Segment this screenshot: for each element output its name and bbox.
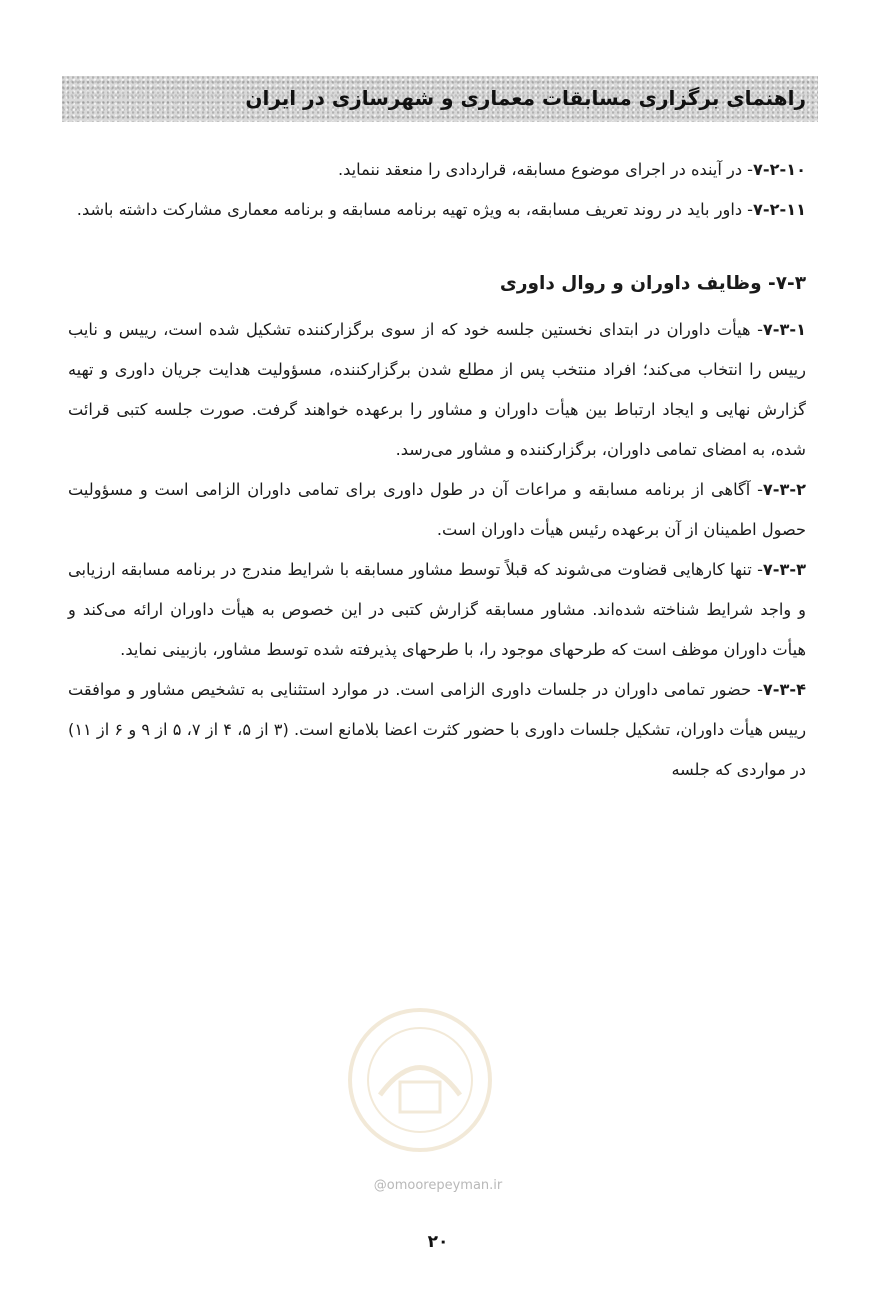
paragraph-7-3-2 [68, 470, 806, 550]
body-text [68, 150, 806, 790]
paragraph-7-2-10 [68, 150, 806, 190]
clause-text: - آگاهی از برنامه مسابقه و مراعات آن در طول داوری برای تمامی داوران الزامی است و مسؤولیت حصول اطمینان از آن برعهده رئیس هیأت داوران است. [68, 480, 806, 539]
clause-text: - حضور تمامی داوران در جلسات داوری الزامی است. در موارد استثنایی به تشخیص مشاور و موافقت رییس هیأت داوران، تشکیل جلسات داوری با حضور کثرت اعضا بلامانع است. (۳ از ۵، ۴ از ۷، ۵ از ۹ و ۶ از ۱۱) در مواردی که جلسه [68, 680, 807, 779]
clause-text: - در آینده در اجرای موضوع مسابقه، قراردادی را منعقد ننماید. [338, 160, 754, 179]
watermark-seal [300, 1000, 540, 1160]
section-heading [68, 264, 806, 304]
paragraph-7-3-1 [68, 310, 806, 470]
clause-text: - هیأت داوران در ابتدای نخستین جلسه خود که از سوی برگزارکننده تشکیل شده است، رییس و نایب رییس را انتخاب می‌کند؛ افراد منتخب پس از مطلع شدن برگزارکننده، مسؤولیت هدایت جریان داوری و تهیه گزارش نهایی و ایجاد ارتباط بین هیأت داوران و مشاور را برعهده خواهند گرفت. صورت جلسه کتبی قرائت شده، به امضای تمامی داوران، برگزارکننده و مشاور می‌رسد. [68, 320, 806, 459]
paragraph-7-3-3 [68, 550, 806, 670]
clause-text: - داور باید در روند تعریف مسابقه، به ویژه تهیه برنامه مسابقه و برنامه معماری مشارکت داشته باشد. [76, 200, 754, 219]
clause-number: ۷-۳-۳ [762, 560, 806, 579]
watermark-site-label: @omoorepeyman.ir [373, 1178, 503, 1193]
paragraph-7-3-4 [68, 670, 806, 790]
clause-number: ۷-۳-۲ [762, 480, 806, 499]
clause-number: ۷-۲-۱۱ [753, 200, 806, 219]
section-title: - وظایف داوران و روال داوری [499, 273, 776, 294]
clause-number: ۷-۳-۱ [762, 320, 806, 339]
clause-number: ۷-۳-۴ [762, 680, 806, 699]
clause-number: ۷-۲-۱۰ [753, 160, 806, 179]
section-number: ۷-۳ [775, 273, 806, 294]
running-header-title: راهنمای برگزاری مسابقات معماری و شهرسازی در ایران [245, 86, 806, 110]
page-number: ۲۰ [427, 1232, 449, 1252]
paragraph-7-2-11 [68, 190, 806, 230]
clause-text: - تنها کارهایی قضاوت می‌شوند که قبلاً توسط مشاور مسابقه با شرایط مندرج در برنامه مسابقه ارزیابی و واجد شرایط شناخته شده‌اند. مشاور مسابقه گزارش کتبی در این خصوص به هیأت داوران ارائه می‌کند و هیأت داوران موظف است که طرحهای موجود را، با طرحهای پذیرفته شده توسط مشاور، بازبینی نماید. [68, 560, 806, 659]
